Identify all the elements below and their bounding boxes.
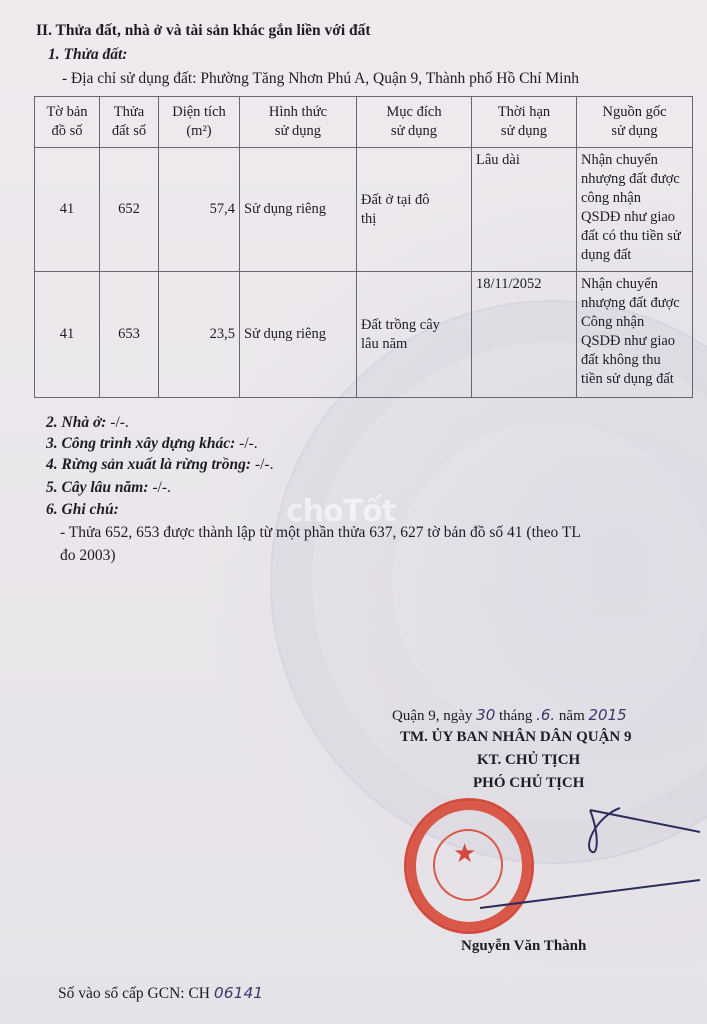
section-title: II. Thửa đất, nhà ở và tài sản khác gắn liền với đất <box>36 22 371 39</box>
cell-purpose: Đất trồng cây lâu năm <box>357 272 472 398</box>
cell-form: Sử dụng riêng <box>240 272 357 398</box>
signing-org: TM. ỦY BAN NHÂN DÂN QUẬN 9 <box>400 729 632 745</box>
cell-parcel: 652 <box>100 148 159 272</box>
construction-label: 3. Công trình xây dựng khác: <box>46 435 236 452</box>
cell-origin: Nhận chuyển nhượng đất được Công nhận QSDĐ như giao đất không thu tiền sử dụng đất <box>577 272 693 398</box>
table-row <box>35 272 693 398</box>
signer-name: Nguyễn Văn Thành <box>461 938 587 954</box>
forest-label: 4. Rừng sản xuất là rừng trồng: <box>46 456 252 473</box>
house-label: 2. Nhà ở: <box>46 414 107 431</box>
seal-star-icon: ★ <box>453 839 477 868</box>
cell-map-sheet: 41 <box>35 272 100 398</box>
table-header-row <box>35 97 693 148</box>
header-parcel: Thửa đất số <box>100 97 159 148</box>
header-map-sheet: Tờ bản đồ số <box>35 97 100 148</box>
construction-value: -/-. <box>239 435 258 452</box>
registry-line <box>58 984 263 1003</box>
header-area: Diện tích (m²) <box>159 97 240 148</box>
chotot-watermark: choTốt <box>286 494 396 529</box>
notes-line <box>46 501 119 519</box>
land-address: - Địa chỉ sử dụng đất: Phường Tăng Nhơn Phú A, Quận 9, Thành phố Hồ Chí Minh <box>62 70 579 87</box>
header-form: Hình thức sử dụng <box>240 97 357 148</box>
cell-map-sheet: 41 <box>35 148 100 272</box>
cell-origin: Nhận chuyển nhượng đất được công nhận QSDĐ như giao đất có thu tiền sử dụng đất <box>577 148 693 272</box>
forest-line <box>46 456 273 474</box>
perennial-line <box>46 479 171 497</box>
construction-line <box>46 435 258 453</box>
signing-role-1: KT. CHỦ TỊCH <box>477 752 581 768</box>
cell-area: 23,5 <box>159 272 240 398</box>
cell-purpose: Đất ở tại đô thị <box>357 148 472 272</box>
cell-term: 18/11/2052 <box>472 272 577 398</box>
header-term: Thời hạn sử dụng <box>472 97 577 148</box>
perennial-value: -/-. <box>152 479 171 496</box>
notes-text-1: - Thửa 652, 653 được thành lập từ một phần thửa 637, 627 tờ bản đồ số 41 (theo TL <box>60 524 581 541</box>
header-origin: Nguồn gốc sử dụng <box>577 97 693 148</box>
cell-form: Sử dụng riêng <box>240 148 357 272</box>
cell-area: 57,4 <box>159 148 240 272</box>
notes-label: 6. Ghi chú: <box>46 501 119 518</box>
cell-term: Lâu dài <box>472 148 577 272</box>
date-day: 30 <box>476 706 496 724</box>
header-purpose: Mục đích sử dụng <box>357 97 472 148</box>
signing-date: Quận 9, ngày 30 tháng .6. năm 2015 <box>392 706 627 724</box>
land-parcel-table <box>34 96 693 398</box>
perennial-label: 5. Cây lâu năm: <box>46 479 149 496</box>
date-year: 2015 <box>588 706 627 724</box>
notes-text-2: đo 2003) <box>60 547 116 564</box>
registry-number: 06141 <box>213 984 264 1002</box>
signing-role-2: PHÓ CHỦ TỊCH <box>473 775 585 791</box>
cell-parcel: 653 <box>100 272 159 398</box>
handwritten-signature <box>440 780 702 930</box>
house-value: -/-. <box>110 414 129 431</box>
date-month: .6. <box>536 706 556 724</box>
forest-value: -/-. <box>254 456 274 473</box>
land-heading: 1. Thửa đất: <box>48 46 128 63</box>
table-row <box>35 148 693 272</box>
house-line <box>46 414 129 432</box>
registry-label: Số vào sổ cấp GCN: CH <box>58 985 210 1002</box>
